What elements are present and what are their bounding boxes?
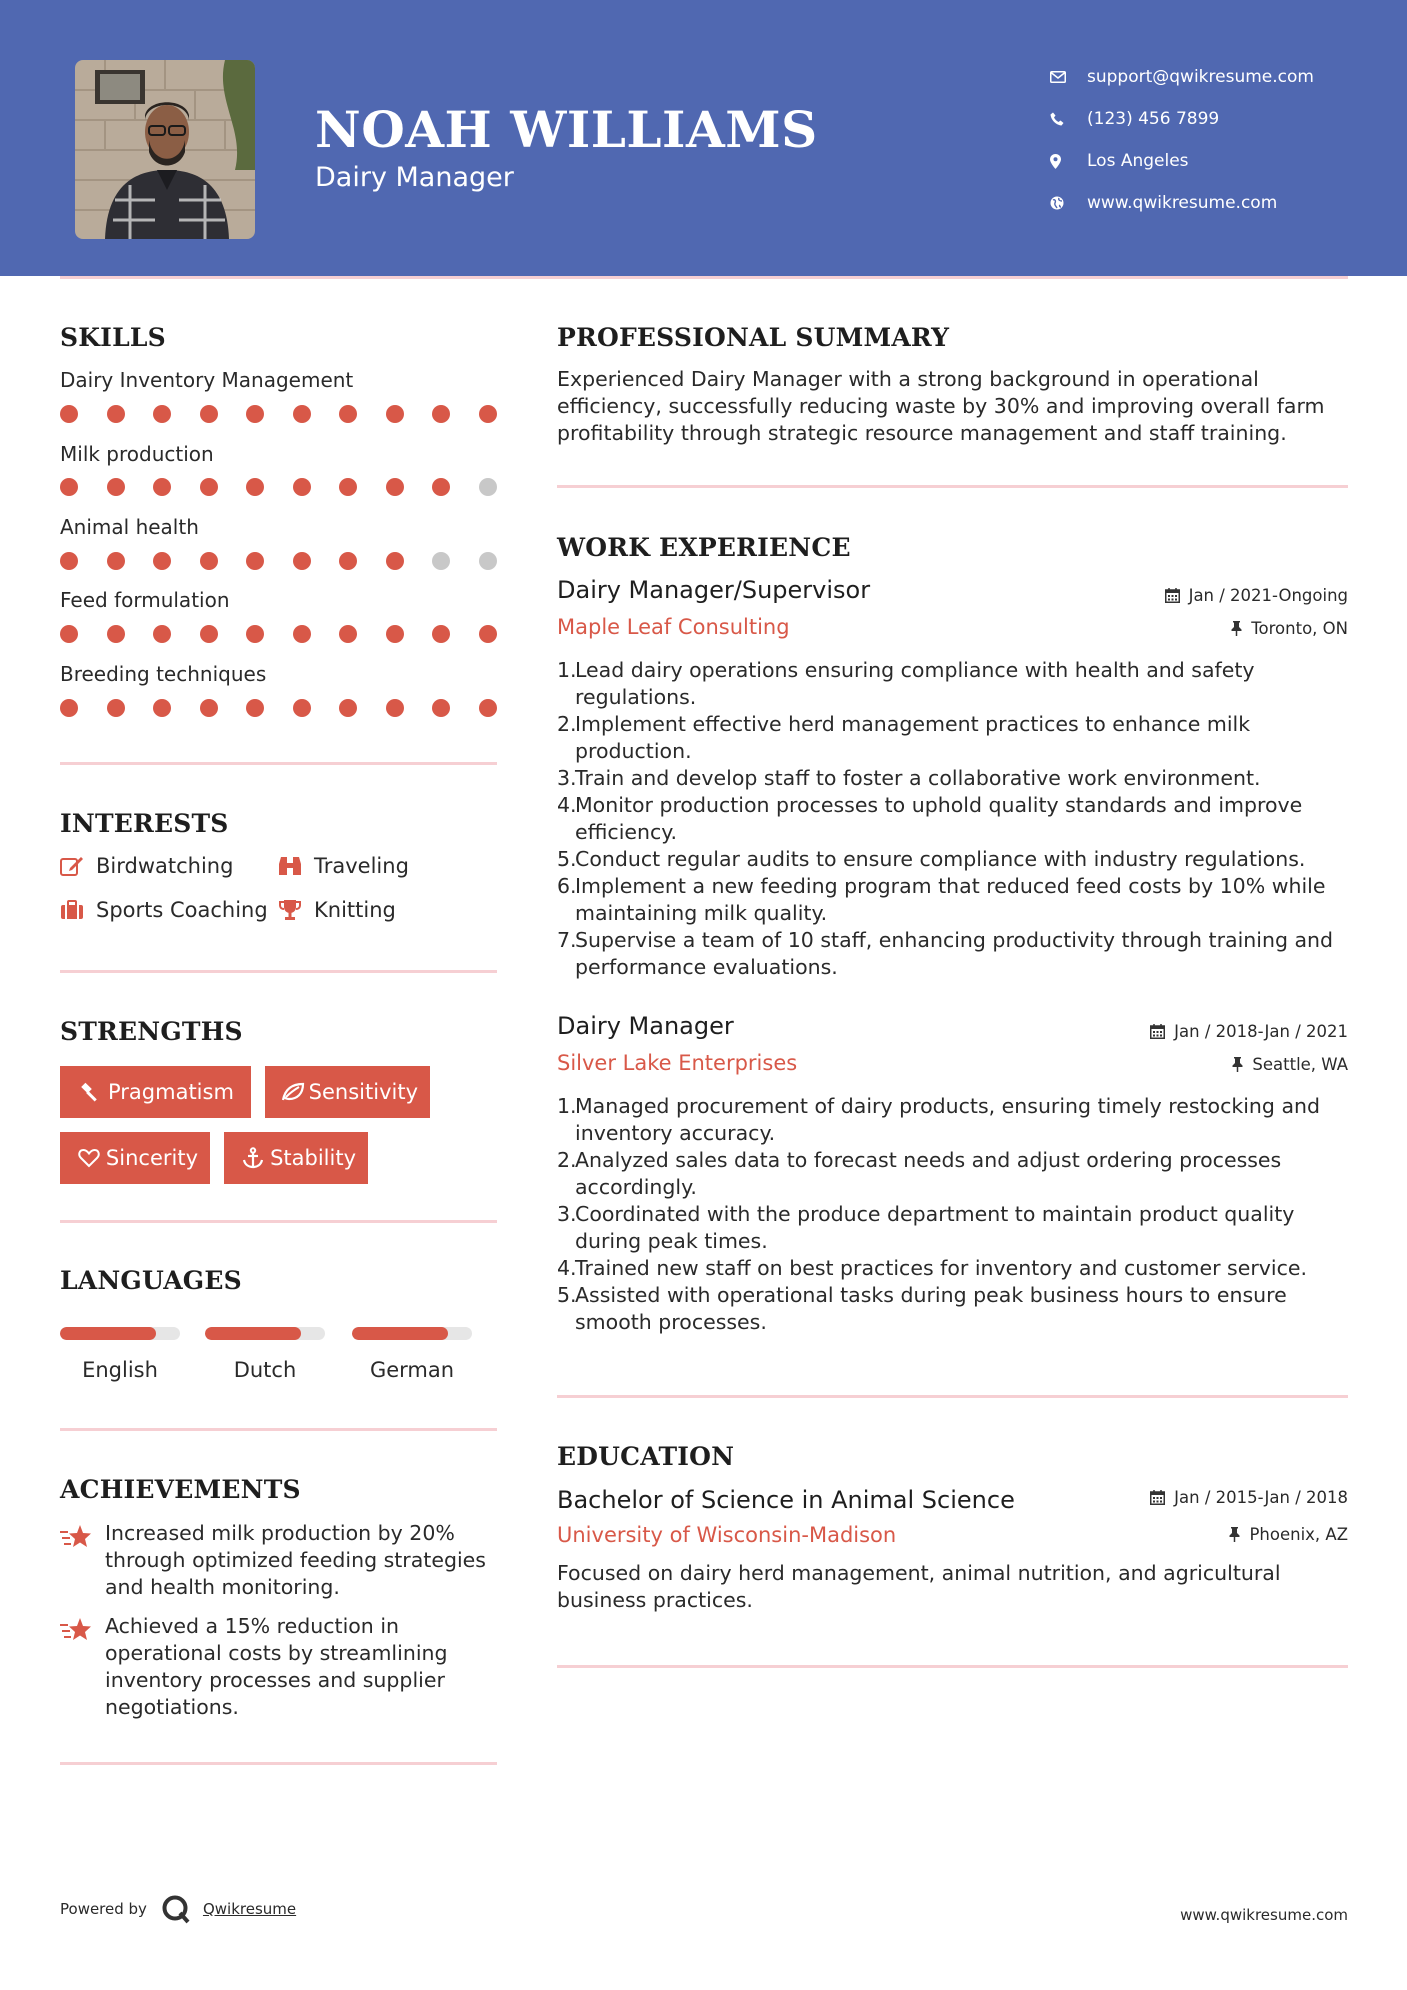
language-label: German <box>369 1358 455 1382</box>
bullet-text: Assisted with operational tasks during peak business hours to ensure smooth processes. <box>575 1283 1287 1334</box>
header-divider <box>60 276 1348 279</box>
skill-dot-filled <box>107 552 125 570</box>
skill-dot-filled <box>153 625 171 643</box>
education-heading: EDUCATION <box>557 1442 735 1471</box>
interests-heading: INTERESTS <box>60 809 229 838</box>
bullet-number: 4. <box>557 793 577 817</box>
bullet-text: Analyzed sales data to forecast needs and adjust ordering processes accordingly. <box>575 1148 1282 1199</box>
calendar-icon <box>1165 588 1180 603</box>
skill-dot-empty <box>432 552 450 570</box>
skill-dot-filled <box>386 478 404 496</box>
summary-text: Experienced Dairy Manager with a strong background in operational efficiency, successfully reducing waste by 30% and improving overall farm profitability through strategic resource management and staff training. <box>557 367 1325 445</box>
contact-website-text: www.qwikresume.com <box>1087 193 1278 213</box>
interest-birdwatching <box>60 854 233 878</box>
section-divider <box>60 1762 497 1765</box>
bullet-number: 5. <box>557 1283 577 1307</box>
globe-icon <box>1050 196 1087 210</box>
heart-icon <box>72 1148 106 1168</box>
footer-powered-by <box>60 1894 296 1924</box>
language-level-fill <box>205 1327 301 1340</box>
strengths-heading: STRENGTHS <box>60 1017 243 1046</box>
skills-heading: SKILLS <box>60 323 166 352</box>
job-bullet <box>557 846 1357 873</box>
skill-dot-filled <box>246 478 264 496</box>
job-bullet <box>557 792 1357 846</box>
bullet-number: 4. <box>557 1256 577 1280</box>
skill-label: Animal health <box>60 515 199 539</box>
job-location-text: Toronto, ON <box>1251 619 1348 638</box>
contact-location <box>1050 140 1390 182</box>
strength-sensitivity <box>265 1066 430 1118</box>
skill-dot-filled <box>246 552 264 570</box>
contact-location-text: Los Angeles <box>1087 151 1189 171</box>
strength-stability <box>224 1132 368 1184</box>
job-location-text: Seattle, WA <box>1252 1055 1348 1074</box>
contact-email[interactable] <box>1050 56 1390 98</box>
section-divider <box>60 762 497 765</box>
company-name: Maple Leaf Consulting <box>557 615 790 639</box>
calendar-icon <box>1150 1490 1165 1505</box>
language-label: Dutch <box>233 1358 297 1382</box>
skill-dot-filled <box>386 625 404 643</box>
job-bullet <box>557 927 1357 981</box>
education-location <box>1229 1525 1348 1544</box>
skill-dot-filled <box>339 405 357 423</box>
languages-heading: LANGUAGES <box>60 1266 242 1295</box>
job-bullet <box>557 1201 1357 1255</box>
skill-dot-filled <box>386 552 404 570</box>
bullet-text: Managed procurement of dairy products, ensuring timely restocking and inventory accuracy. <box>575 1094 1321 1145</box>
interest-label: Sports Coaching <box>96 898 268 922</box>
interest-sports-coaching <box>60 898 268 922</box>
skill-rating <box>60 552 497 570</box>
education-date-text: Jan / 2015-Jan / 2018 <box>1174 1488 1348 1507</box>
skill-dot-filled <box>432 478 450 496</box>
calendar-icon <box>1150 1024 1165 1039</box>
candidate-title: Dairy Manager <box>315 162 514 193</box>
summary-heading: PROFESSIONAL SUMMARY <box>557 323 950 352</box>
skill-dot-filled <box>432 405 450 423</box>
skill-dot-filled <box>339 699 357 717</box>
bullet-text: Implement effective herd management practices to enhance milk production. <box>575 712 1251 763</box>
briefcase-icon <box>60 900 96 920</box>
skill-dot-filled <box>479 625 497 643</box>
skill-label: Dairy Inventory Management <box>60 368 354 392</box>
bullet-text: Supervise a team of 10 staff, enhancing productivity through training and performance evaluations. <box>575 928 1334 979</box>
skill-rating <box>60 405 497 423</box>
job-bullet <box>557 1093 1357 1147</box>
section-divider <box>60 970 497 973</box>
skill-dot-filled <box>60 625 78 643</box>
gavel-icon <box>72 1081 108 1103</box>
school-name: University of Wisconsin-Madison <box>557 1523 897 1547</box>
interest-knitting <box>278 898 396 922</box>
degree-title: Bachelor of Science in Animal Science <box>557 1486 1015 1514</box>
job-bullets <box>557 1093 1357 1336</box>
job-bullet <box>557 711 1357 765</box>
skill-dot-filled <box>200 552 218 570</box>
language-level-bar <box>352 1327 472 1340</box>
skill-dot-filled <box>153 478 171 496</box>
skill-label: Breeding techniques <box>60 662 267 686</box>
bullet-number: 1. <box>557 658 577 682</box>
interest-label: Birdwatching <box>96 854 234 878</box>
bullet-number: 3. <box>557 766 577 790</box>
education-date <box>1150 1488 1348 1507</box>
skill-dot-filled <box>386 699 404 717</box>
job-date-text: Jan / 2021-Ongoing <box>1188 586 1348 605</box>
job-title: Dairy Manager <box>557 1012 734 1040</box>
bullet-number: 6. <box>557 874 577 898</box>
job-location <box>1231 619 1348 638</box>
powered-by-text: Powered by <box>60 1900 147 1918</box>
section-divider <box>557 485 1348 488</box>
achievement-text: Increased milk production by 20% through optimized feeding strategies and health monitoring. <box>105 1521 486 1599</box>
bullet-number: 1. <box>557 1094 577 1118</box>
bullet-number: 3. <box>557 1202 577 1226</box>
strength-label: Stability <box>270 1146 356 1170</box>
skill-dot-filled <box>293 405 311 423</box>
profile-photo <box>75 60 255 239</box>
company-name: Silver Lake Enterprises <box>557 1051 798 1075</box>
skill-dot-filled <box>293 699 311 717</box>
section-divider <box>60 1220 497 1223</box>
skill-dot-filled <box>293 552 311 570</box>
job-bullet <box>557 873 1357 927</box>
job-bullet <box>557 657 1357 711</box>
bullet-text: Monitor production processes to uphold quality standards and improve efficiency. <box>575 793 1303 844</box>
skill-dot-filled <box>339 478 357 496</box>
interest-traveling <box>278 854 409 878</box>
contact-list <box>1050 56 1390 224</box>
strength-pragmatism <box>60 1066 251 1118</box>
skill-dot-empty <box>479 552 497 570</box>
envelope-icon <box>1050 71 1087 83</box>
strength-label: Pragmatism <box>108 1080 234 1104</box>
job-date <box>1165 586 1348 605</box>
strength-label: Sincerity <box>105 1146 198 1170</box>
skill-dot-filled <box>246 405 264 423</box>
skill-dot-filled <box>200 625 218 643</box>
skill-rating <box>60 478 497 496</box>
skill-rating <box>60 625 497 643</box>
bullet-number: 2. <box>557 712 577 736</box>
language-label: English <box>82 1358 158 1382</box>
skill-dot-filled <box>339 625 357 643</box>
skill-dot-filled <box>153 552 171 570</box>
job-location <box>1232 1055 1348 1074</box>
skill-dot-filled <box>246 625 264 643</box>
binoculars-icon <box>278 855 314 877</box>
education-location-text: Phoenix, AZ <box>1249 1525 1348 1544</box>
bullet-text: Coordinated with the produce department to maintain product quality during peak times. <box>575 1202 1295 1253</box>
experience-heading: WORK EXPERIENCE <box>557 533 851 562</box>
skill-dot-filled <box>153 699 171 717</box>
language-level-fill <box>60 1327 156 1340</box>
trophy-icon <box>278 899 314 921</box>
contact-website[interactable] <box>1050 182 1390 224</box>
education-description: Focused on dairy herd management, animal nutrition, and agricultural business practices. <box>557 1561 1281 1612</box>
skill-dot-filled <box>432 625 450 643</box>
achievement-text: Achieved a 15% reduction in operational costs by streamlining inventory processes and supplier negotiations. <box>105 1614 448 1719</box>
interest-label: Knitting <box>314 898 396 922</box>
skill-dot-filled <box>60 552 78 570</box>
bullet-text: Lead dairy operations ensuring compliance with health and safety regulations. <box>575 658 1255 709</box>
achievement-item <box>60 1520 500 1601</box>
bullet-number: 2. <box>557 1148 577 1172</box>
language-level-fill <box>352 1327 448 1340</box>
bullet-text: Trained new staff on best practices for inventory and customer service. <box>575 1256 1308 1280</box>
language-level-bar <box>60 1327 180 1340</box>
skill-dot-filled <box>200 699 218 717</box>
strength-label: Sensitivity <box>308 1080 418 1104</box>
skill-label: Milk production <box>60 442 214 466</box>
job-bullet <box>557 1255 1357 1282</box>
footer-url[interactable]: www.qwikresume.com <box>1180 1906 1348 1924</box>
skill-dot-filled <box>293 478 311 496</box>
language-level-bar <box>205 1327 325 1340</box>
skill-dot-filled <box>107 478 125 496</box>
section-divider <box>557 1395 1348 1398</box>
skill-dot-filled <box>60 699 78 717</box>
edit-icon <box>60 855 96 877</box>
skill-dot-filled <box>339 552 357 570</box>
anchor-icon <box>236 1147 270 1169</box>
contact-phone[interactable] <box>1050 98 1390 140</box>
job-date-text: Jan / 2018-Jan / 2021 <box>1174 1022 1348 1041</box>
map-marker-icon <box>1050 154 1087 169</box>
skill-dot-filled <box>107 699 125 717</box>
bullet-number: 5. <box>557 847 577 871</box>
bullet-text: Train and develop staff to foster a collaborative work environment. <box>575 766 1261 790</box>
shooting-star-icon <box>60 1613 105 1721</box>
bullet-text: Conduct regular audits to ensure compliance with industry regulations. <box>575 847 1306 871</box>
skill-dot-filled <box>479 699 497 717</box>
job-title: Dairy Manager/Supervisor <box>557 576 871 604</box>
job-date <box>1150 1022 1348 1041</box>
skill-dot-empty <box>479 478 497 496</box>
job-bullet <box>557 1147 1357 1201</box>
leaf-icon <box>277 1082 309 1102</box>
strength-sincerity <box>60 1132 210 1184</box>
job-bullet <box>557 765 1357 792</box>
section-divider <box>557 1665 1348 1668</box>
pushpin-icon <box>1229 1527 1240 1542</box>
bullet-number: 7. <box>557 928 577 952</box>
skill-dot-filled <box>432 699 450 717</box>
interest-label: Traveling <box>314 854 409 878</box>
skill-dot-filled <box>200 405 218 423</box>
skill-dot-filled <box>153 405 171 423</box>
skill-dot-filled <box>246 699 264 717</box>
shooting-star-icon <box>60 1520 105 1601</box>
skill-dot-filled <box>107 405 125 423</box>
skill-dot-filled <box>200 478 218 496</box>
phone-icon <box>1050 112 1087 126</box>
footer-brand-link[interactable]: Qwikresume <box>202 1900 297 1918</box>
section-divider <box>60 1428 497 1431</box>
achievements-heading: ACHIEVEMENTS <box>60 1475 301 1504</box>
bullet-text: Implement a new feeding program that reduced feed costs by 10% while maintaining milk quality. <box>575 874 1326 925</box>
job-bullets <box>557 657 1357 981</box>
skill-dot-filled <box>293 625 311 643</box>
skill-dot-filled <box>60 478 78 496</box>
skill-label: Feed formulation <box>60 588 230 612</box>
candidate-name: NOAH WILLIAMS <box>315 100 818 159</box>
skill-dot-filled <box>60 405 78 423</box>
qwikresume-logo-icon <box>161 1894 191 1924</box>
skill-rating <box>60 699 497 717</box>
resume-header <box>0 0 1407 276</box>
pushpin-icon <box>1232 1057 1243 1072</box>
pushpin-icon <box>1231 621 1242 636</box>
skill-dot-filled <box>479 405 497 423</box>
skill-dot-filled <box>107 625 125 643</box>
skill-dot-filled <box>386 405 404 423</box>
job-bullet <box>557 1282 1357 1336</box>
contact-email-text: support@qwikresume.com <box>1087 67 1314 87</box>
achievement-item <box>60 1613 500 1721</box>
contact-phone-text: (123) 456 7899 <box>1087 109 1220 129</box>
